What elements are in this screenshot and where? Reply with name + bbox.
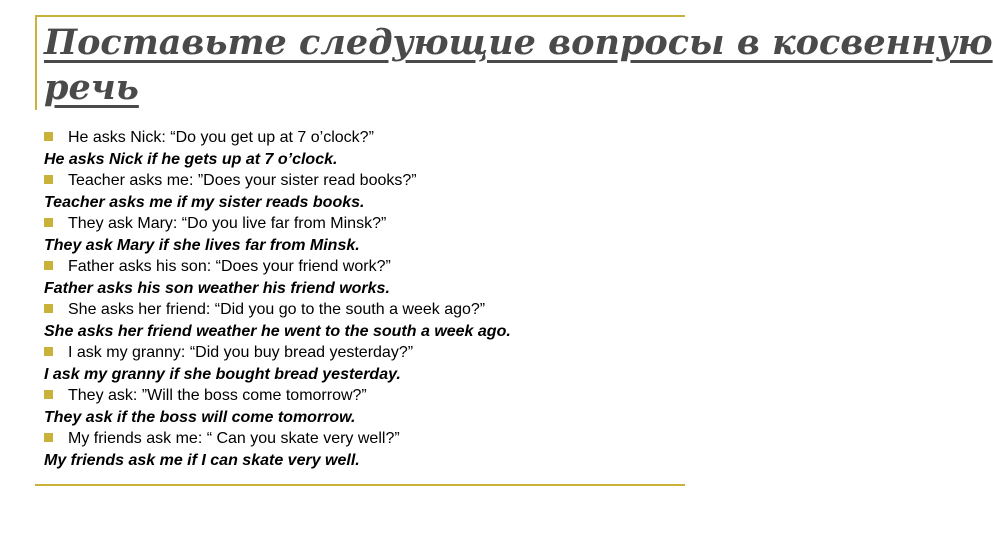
answer-7: They ask if the boss will come tomorrow. xyxy=(44,408,356,426)
title-line-2: речь xyxy=(44,67,139,108)
question-1: He asks Nick: “Do you get up at 7 o’clock?” xyxy=(44,127,714,149)
question-6: I ask my granny: “Did you buy bread yesterday?” xyxy=(44,342,714,364)
answer-5: She asks her friend weather he went to the south a week ago. xyxy=(44,322,511,340)
square-bullet-icon xyxy=(44,132,53,141)
question-7: They ask: ”Will the boss come tomorrow?” xyxy=(44,385,714,407)
left-rule xyxy=(35,15,37,110)
question-3: They ask Mary: “Do you live far from Minsk?” xyxy=(44,213,714,235)
square-bullet-icon xyxy=(44,304,53,313)
answer-2: Teacher asks me if my sister reads books. xyxy=(44,193,365,211)
question-5: She asks her friend: “Did you go to the south a week ago?” xyxy=(44,299,714,321)
square-bullet-icon xyxy=(44,347,53,356)
title-line-1: Поставьте следующие вопросы в косвенную xyxy=(44,22,993,63)
slide-title xyxy=(44,20,993,110)
question-8: My friends ask me: “ Can you skate very well?” xyxy=(44,428,714,450)
answer-8: My friends ask me if I can skate very well. xyxy=(44,451,360,469)
square-bullet-icon xyxy=(44,390,53,399)
square-bullet-icon xyxy=(44,218,53,227)
answer-4: Father asks his son weather his friend works. xyxy=(44,279,390,297)
answer-6: I ask my granny if she bought bread yesterday. xyxy=(44,365,401,383)
square-bullet-icon xyxy=(44,433,53,442)
answer-1: He asks Nick if he gets up at 7 o’clock. xyxy=(44,150,338,168)
square-bullet-icon xyxy=(44,261,53,270)
exercise-list xyxy=(44,127,714,471)
question-4: Father asks his son: “Does your friend work?” xyxy=(44,256,714,278)
square-bullet-icon xyxy=(44,175,53,184)
top-rule xyxy=(35,15,685,17)
question-2: Teacher asks me: ”Does your sister read books?” xyxy=(44,170,714,192)
answer-3: They ask Mary if she lives far from Minsk. xyxy=(44,236,360,254)
bottom-rule xyxy=(35,484,685,486)
